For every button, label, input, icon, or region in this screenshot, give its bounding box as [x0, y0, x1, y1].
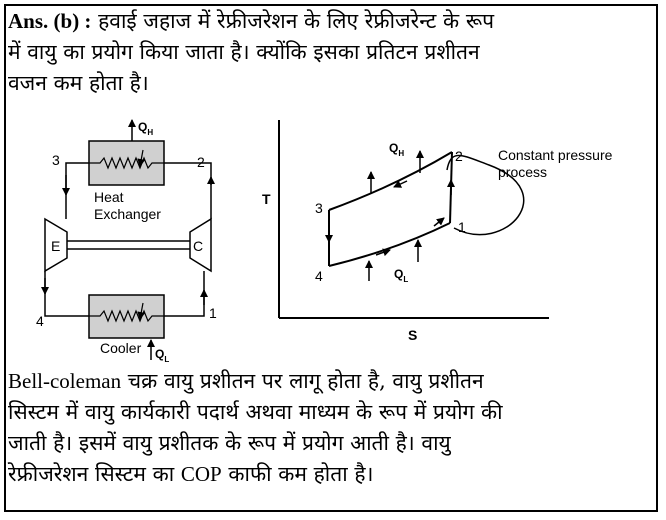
ts-diagram	[262, 120, 613, 343]
point-2-label: 2	[197, 154, 205, 170]
explanation-paragraph	[8, 366, 658, 490]
ts-point-2-label: 2	[455, 148, 463, 164]
cycle-schematic	[36, 120, 217, 364]
ts-point-1-label: 1	[458, 219, 466, 235]
explanation-line-2: सिस्टम में वायु कार्यकारी पदार्थ अथवा माध्यम के रूप में प्रयोग की	[8, 400, 503, 424]
answer-label: Ans. (b) :	[8, 9, 92, 33]
s-axis-label: S	[408, 327, 418, 343]
t-axis-label: T	[262, 191, 271, 207]
bell-coleman-term: Bell-coleman	[8, 369, 122, 393]
point-1-label: 1	[209, 305, 217, 321]
explanation-line-4-end: काफी कम होता है।	[221, 462, 374, 486]
ts-point-3-label: 3	[315, 200, 323, 216]
pipe-4	[45, 271, 89, 316]
ts-ql-label: $Q_L$	[394, 267, 409, 284]
annotation-label-2: process	[498, 164, 548, 180]
compressor-label: C	[193, 238, 204, 254]
explanation-line-4-start: रेफ्रीजरेशन सिस्टम का	[8, 462, 181, 486]
cooler-label: Cooler	[100, 340, 142, 356]
ts-point-4-label: 4	[315, 268, 323, 284]
heat-exchanger-label-2: Exchanger	[94, 206, 161, 222]
cop-term: COP	[180, 462, 222, 486]
heat-exchanger-label-1: Heat	[94, 189, 124, 205]
explanation-line-3: जाती है। इसमें वायु प्रशीतक के रूप में प्रयोग आती है। वायु	[8, 431, 451, 455]
point-4-label: 4	[36, 313, 44, 329]
answer-text-line-3: वजन कम होता है।	[8, 71, 149, 95]
explanation-line-1: चक्र वायु प्रशीतन पर लागू होता है, वायु प्रशीतन	[121, 369, 484, 393]
process-4-1-curve	[329, 223, 450, 266]
qh-out-label: $Q_H$	[138, 120, 154, 137]
ql-in-label: $Q_L$	[155, 347, 170, 364]
pipe-3	[66, 163, 89, 219]
answer-text-line-2: में वायु का प्रयोग किया जाता है। क्योंकि इसका प्रतिटन प्रशीतन	[8, 40, 480, 64]
annotation-label-1: Constant pressure	[498, 147, 613, 163]
expander-label: E	[51, 238, 61, 254]
pipe-1	[164, 271, 204, 316]
point-3-label: 3	[52, 152, 60, 168]
answer-text-line-1: हवाई जहाज में रेफ्रीजरेशन के लिए रेफ्रीजरेन्ट के रूप	[98, 9, 495, 33]
ql-arrow-3	[434, 218, 444, 226]
pipe-2	[164, 163, 211, 219]
process-2-3-curve	[329, 152, 452, 210]
ts-qh-label: $Q_H$	[389, 141, 405, 158]
